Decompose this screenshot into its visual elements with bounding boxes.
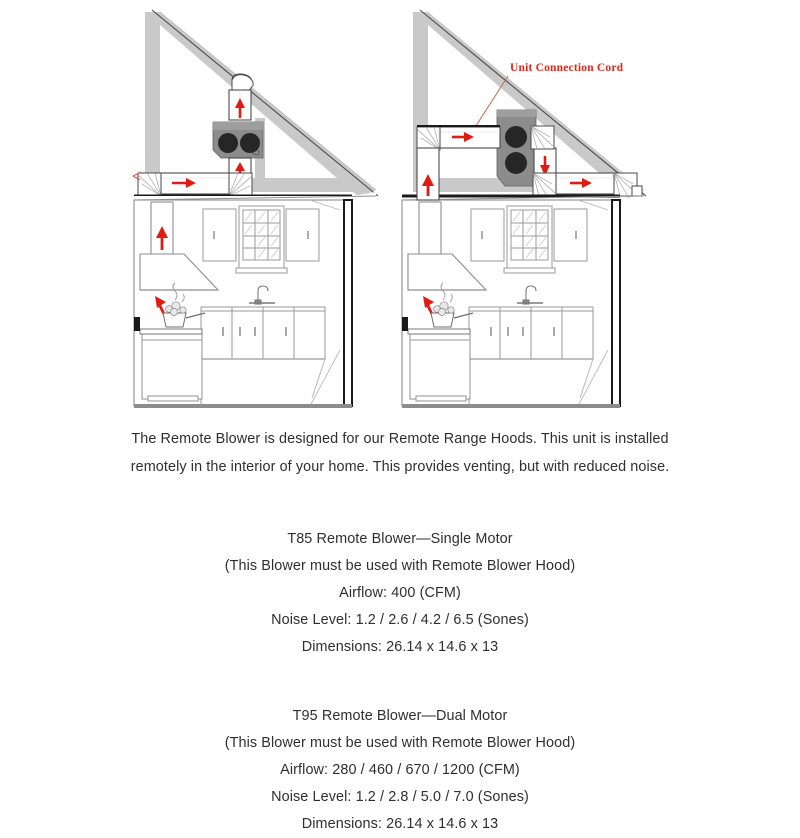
roof-truss-left-edge: [160, 12, 376, 190]
cooktop-edge-left: [140, 329, 202, 334]
kitchen-island-right: [410, 334, 470, 401]
description-and-specs: [0, 425, 800, 838]
spec-note: (This Blower must be used with Remote Blower Hood): [224, 735, 576, 751]
unit-connection-cord-label: Unit Connection Cord: [510, 62, 624, 74]
spec-dimensions: Dimensions: 26.14 x 14.6 x 13: [301, 816, 499, 832]
blower-fan: [218, 133, 238, 153]
spec-block-t95: [90, 703, 710, 838]
spec-noise: Noise Level: 1.2 / 2.6 / 4.2 / 6.5 (Sones): [271, 612, 529, 628]
spec-model: T95 Remote Blower—Dual Motor: [292, 708, 508, 724]
duct-horizontal-attic-left: [138, 173, 252, 196]
intro-line-1: The Remote Blower is designed for our Remote Range Hoods. This unit is installed: [131, 431, 669, 447]
spec-block-t85: [90, 526, 710, 661]
wall-outlet-right: [402, 317, 408, 331]
spec-noise: Noise Level: 1.2 / 2.8 / 5.0 / 7.0 (Sones): [271, 789, 529, 805]
wall-outlet-left: [134, 317, 140, 331]
left-panel-group: [133, 10, 378, 406]
blower-fan: [240, 133, 260, 153]
roof-truss-left: [145, 12, 376, 198]
intro-paragraph: [120, 425, 680, 481]
cooktop-edge-right: [408, 329, 470, 334]
blower-fan: [505, 126, 527, 148]
spec-dimensions: Dimensions: 26.14 x 14.6 x 13: [301, 639, 499, 655]
spec-airflow: Airflow: 280 / 460 / 670 / 1200 (CFM): [280, 762, 520, 778]
duct-horizontal-attic-right: [417, 127, 500, 150]
blower-unit-left: [213, 122, 263, 158]
blower-unit-right: [497, 110, 536, 186]
blower-fan: [505, 152, 527, 174]
kitchen-window-left: [236, 206, 287, 273]
kitchen-window-right: [504, 206, 555, 273]
kitchen-island-left: [142, 334, 202, 401]
spec-note: (This Blower must be used with Remote Blower Hood): [224, 558, 576, 574]
spec-airflow: Airflow: 400 (CFM): [339, 585, 461, 601]
intro-line-2: remotely in the interior of your home. This provides venting, but with reduced noise.: [130, 459, 670, 475]
spec-model: T85 Remote Blower—Single Motor: [287, 531, 513, 547]
